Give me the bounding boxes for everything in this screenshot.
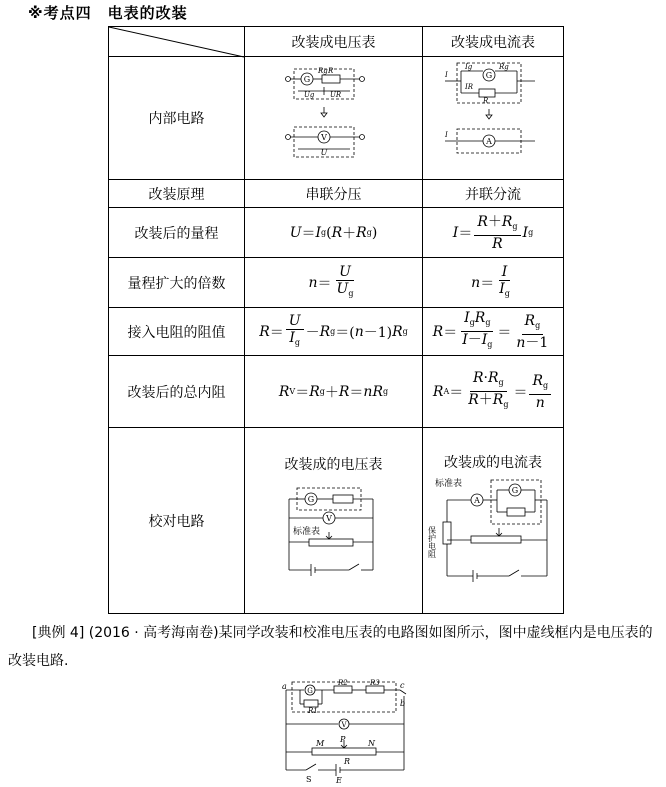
ex-label-e: E xyxy=(336,776,342,785)
calib-g: G xyxy=(307,494,314,504)
formula-current-total: R A ＝ $\frac{R\cdot R_g}{R+R_g}$ ＝ $\frac{R_g}{n}$ xyxy=(423,356,564,428)
ammeter-a: A xyxy=(486,137,492,146)
principle-voltage: 串联分压 xyxy=(245,180,423,208)
formula-voltage-total: R V ＝ R g ＋ R ＝ nR g xyxy=(245,356,423,428)
label-rg-2: Rg xyxy=(499,63,509,71)
formula-voltage-factor: n ＝ $\frac{U}{U_g}$ xyxy=(245,258,423,308)
calib-standard-label: 标准表 xyxy=(292,526,320,537)
row-label-principle: 改装原理 xyxy=(109,180,245,208)
calib-current-diagram xyxy=(427,476,553,586)
label-rg: Rg xyxy=(317,67,328,75)
label-i-out: I xyxy=(445,131,448,139)
calib-g-2: G xyxy=(511,485,519,495)
label-r: R xyxy=(327,67,333,75)
meter-conversion-table xyxy=(108,26,564,614)
label-ur: UR xyxy=(329,91,341,99)
example-paragraph xyxy=(8,619,658,675)
ex-label-a: a xyxy=(282,682,287,691)
ex-label-m: M xyxy=(316,739,325,748)
voltage-circuit-diagram xyxy=(284,57,384,175)
calibration-current xyxy=(423,428,564,614)
formula-current-range: I ＝ $\frac{R+R_g}{R}$ I g xyxy=(423,208,564,258)
ex-label-r1: R1 xyxy=(308,707,318,715)
label-i-in: I xyxy=(445,71,448,79)
section-title: ※考点四 电表的改装 xyxy=(28,4,188,22)
label-ig: Ig xyxy=(465,63,473,71)
formula-voltage-resistor: R ＝ $\frac{U}{I_g}$ － R g ＝( n －1) R g xyxy=(245,308,423,356)
ex-label-g: G xyxy=(307,687,313,695)
ex-label-p: P xyxy=(340,735,346,744)
ex-label-c: c xyxy=(400,681,405,690)
example-label: [典例 4] xyxy=(32,625,85,641)
calib-v: V xyxy=(325,513,332,523)
label-ug: Ug xyxy=(303,91,314,99)
ex-label-s: S xyxy=(306,775,312,784)
galvanometer-g: G xyxy=(303,75,310,84)
row-label-circuit: 内部电路 xyxy=(109,57,245,180)
diagonal-line xyxy=(109,27,244,57)
voltmeter-v: V xyxy=(320,133,327,142)
header-current: 改装成电流表 xyxy=(423,27,564,57)
label-ir: IR xyxy=(465,83,474,91)
calib-voltage-title: 改装成的电压表 xyxy=(284,456,383,473)
calib-standard-label-2: 标准表 xyxy=(435,478,463,489)
row-label-range: 改装后的量程 xyxy=(109,208,245,258)
ex-label-v: V xyxy=(341,721,347,729)
row-label-calibration: 校对电路 xyxy=(109,428,245,614)
row-label-total: 改装后的总内阻 xyxy=(109,356,245,428)
galvanometer-g-2: G xyxy=(485,71,493,80)
row-label-resistor: 接入电阻的阻值 xyxy=(109,308,245,356)
label-u: U xyxy=(320,148,327,157)
ex-label-n: N xyxy=(368,739,375,748)
header-diagonal-cell xyxy=(109,27,245,57)
current-internal-circuit xyxy=(423,57,564,180)
ex-label-r2: R2 xyxy=(338,679,348,687)
formula-current-resistor: R ＝ $\frac{I_gR_g}{I-I_g}$ ＝ $\frac{R_g}{n-1}$ xyxy=(423,308,564,356)
example-circuit-diagram xyxy=(282,680,412,784)
voltage-internal-circuit xyxy=(245,57,423,180)
current-circuit-diagram xyxy=(443,57,543,175)
calib-a: A xyxy=(474,495,480,505)
calibration-voltage xyxy=(245,428,423,614)
calib-protect-label: 保护电阻 xyxy=(427,525,437,558)
principle-current: 并联分流 xyxy=(423,180,564,208)
formula-voltage-range: U ＝ I g ( R ＋ R g ) xyxy=(245,208,423,258)
ex-label-r3: R3 xyxy=(370,679,380,687)
header-voltage: 改装成电压表 xyxy=(245,27,423,57)
example-text: (2016 · 高考海南卷)某同学改装和校准电压表的电路图如图所示，图中虚线框内是电压表的改装电路. xyxy=(8,625,653,669)
label-r-2: R xyxy=(483,97,489,105)
formula-current-factor: n ＝ $\frac{I}{I_g}$ xyxy=(423,258,564,308)
ex-label-b: b xyxy=(400,699,406,708)
calib-current-title: 改装成的电流表 xyxy=(444,454,542,471)
row-label-factor: 量程扩大的倍数 xyxy=(109,258,245,308)
ex-label-r: R xyxy=(344,757,351,766)
calib-voltage-diagram xyxy=(279,484,389,584)
